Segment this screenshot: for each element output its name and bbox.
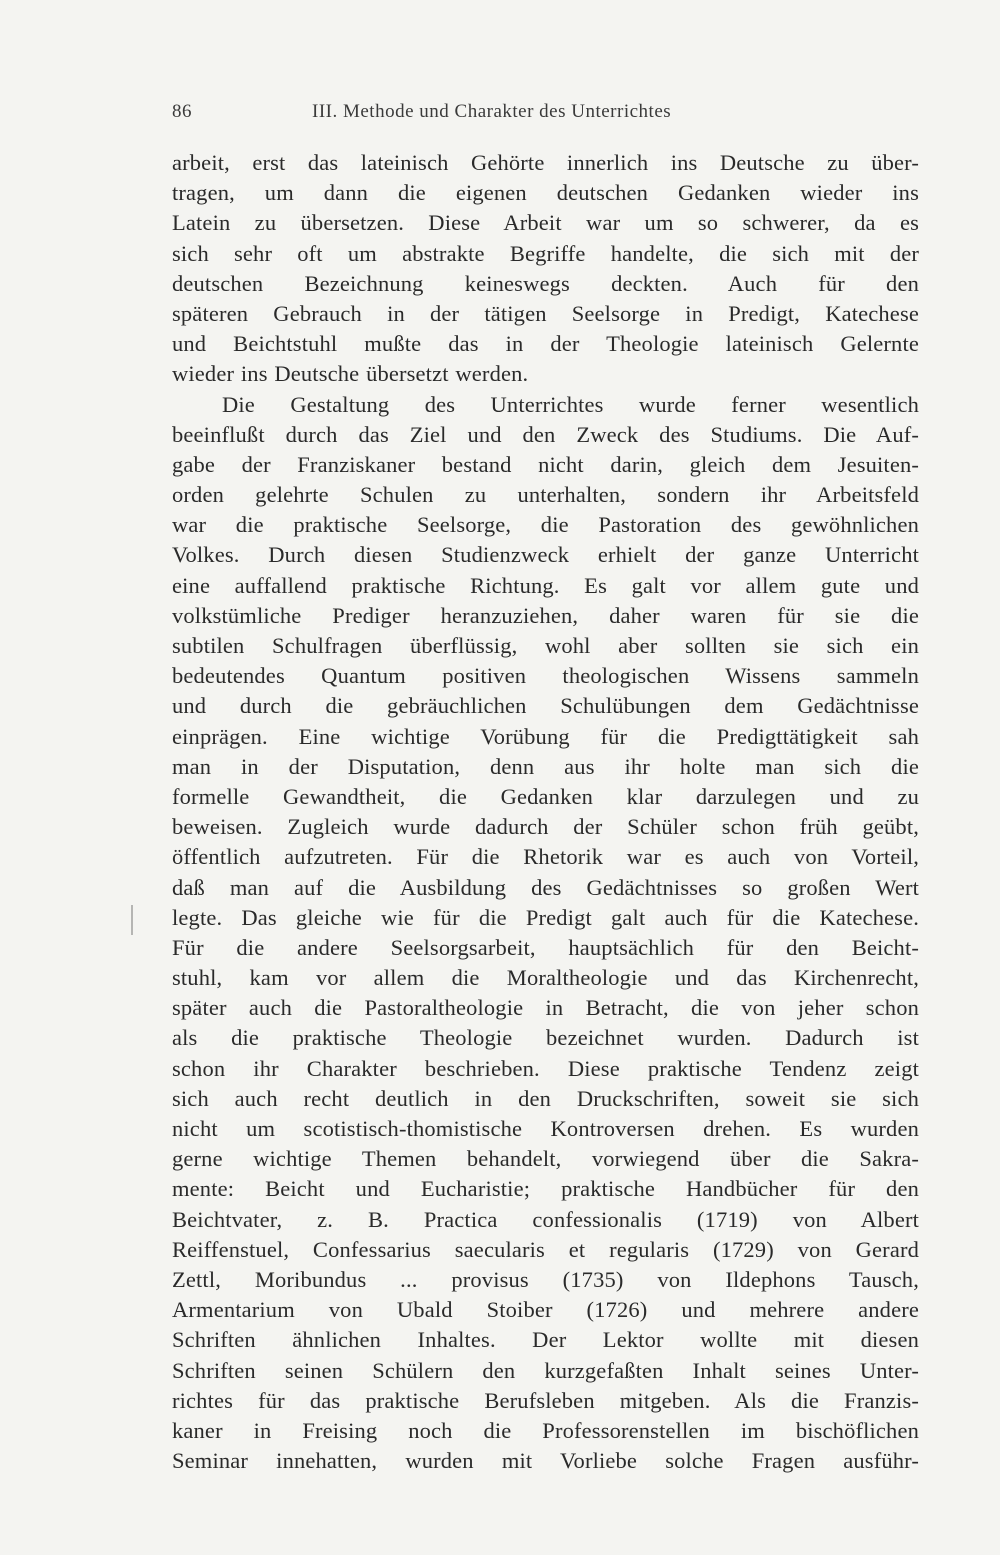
text-line: arbeit, erst das lateinisch Gehörte innerlich ins Deutsche zu über-: [172, 150, 919, 175]
text-line: Seminar innehatten, wurden mit Vorliebe solche Fragen ausführ-: [172, 1448, 919, 1474]
text-line: eine auffallend praktische Richtung. Es galt vor allem gute und: [172, 572, 919, 598]
text-line: daß man auf die Ausbildung des Gedächtnisses so großen Wert: [172, 874, 919, 900]
text-line: deutschen Bezeichnung keineswegs deckten. Auch für den: [172, 270, 919, 296]
text-line: gabe der Franziskaner bestand nicht darin, gleich dem Jesuiten-: [172, 451, 919, 477]
text-line: schon ihr Charakter beschrieben. Diese praktische Tendenz zeigt: [172, 1055, 919, 1081]
paragraph-start-line: Die Gestaltung des Unterrichtes wurde ferner wesentlich: [222, 391, 919, 417]
margin-pencil-mark: [131, 905, 133, 935]
page-number: 86: [172, 101, 192, 122]
running-head: [172, 101, 784, 131]
text-line: gerne wichtige Themen behandelt, vorwiegend über die Sakra-: [172, 1146, 919, 1172]
text-line: nicht um scotistisch-thomistische Kontroversen drehen. Es wurden: [172, 1116, 919, 1141]
text-line: sich sehr oft um abstrakte Begriffe handelte, die sich mit der: [172, 240, 919, 266]
text-line: stuhl, kam vor allem die Moraltheologie und das Kirchenrecht,: [172, 965, 919, 991]
text-line: mente: Beicht und Eucharistie; praktische Handbücher für den: [172, 1176, 919, 1202]
text-line: einprägen. Eine wichtige Vorübung für die Predigttätigkeit sah: [172, 723, 919, 749]
text-line: Schriften ähnlichen Inhaltes. Der Lektor wollte mit diesen: [172, 1327, 919, 1353]
text-line: formelle Gewandtheit, die Gedanken klar darzulegen und zu: [172, 783, 919, 809]
text-line: tragen, um dann die eigenen deutschen Gedanken wieder ins: [172, 180, 919, 206]
text-line: öffentlich aufzutreten. Für die Rhetorik war es auch von Vorteil,: [172, 844, 919, 870]
text-line: Zettl, Moribundus ... provisus (1735) von Ildephons Tausch,: [172, 1266, 919, 1292]
running-title: III. Methode und Charakter des Unterrichtes: [312, 101, 672, 122]
text-line: Reiffenstuel, Confessarius saecularis et regularis (1729) von Gerard: [172, 1236, 919, 1262]
text-line: als die praktische Theologie bezeichnet wurden. Dadurch ist: [172, 1025, 919, 1051]
text-line: orden gelehrte Schulen zu unterhalten, sondern ihr Arbeitsfeld: [172, 482, 919, 508]
text-line: beeinflußt durch das Ziel und den Zweck des Studiums. Die Auf-: [172, 421, 919, 447]
body-text: [172, 148, 919, 1476]
paragraph-end-line: wieder ins Deutsche übersetzt werden.: [172, 361, 529, 387]
text-line: legte. Das gleiche wie für die Predigt galt auch für die Katechese.: [172, 904, 919, 930]
text-line: späteren Gebrauch in der tätigen Seelsorge in Predigt, Katechese: [172, 300, 919, 326]
text-line: war die praktische Seelsorge, die Pastoration des gewöhnlichen: [172, 512, 919, 538]
text-line: volkstümliche Prediger heranzuziehen, daher waren für sie die: [172, 602, 919, 628]
text-line: Beichtvater, z. B. Practica confessionalis (1719) von Albert: [172, 1206, 919, 1232]
text-line: und durch die gebräuchlichen Schulübungen dem Gedächtnisse: [172, 693, 919, 719]
text-line: Armentarium von Ubald Stoiber (1726) und mehrere andere: [172, 1297, 919, 1323]
text-line: Latein zu übersetzen. Diese Arbeit war um so schwerer, da es: [172, 210, 919, 236]
text-line: und Beichtstuhl mußte das in der Theologie lateinisch Gelernte: [172, 331, 919, 357]
text-line: kaner in Freising noch die Professorenstellen im bischöflichen: [172, 1417, 919, 1443]
text-line: richtes für das praktische Berufsleben mitgeben. Als die Franzis-: [172, 1387, 919, 1413]
text-line: sich auch recht deutlich in den Druckschriften, soweit sie sich: [172, 1085, 919, 1111]
text-line: man in der Disputation, denn aus ihr holte man sich die: [172, 753, 919, 779]
text-line: Volkes. Durch diesen Studienzweck erhielt der ganze Unterricht: [172, 542, 919, 568]
text-line: Für die andere Seelsorgsarbeit, hauptsächlich für den Beicht-: [172, 934, 919, 960]
text-line: subtilen Schulfragen überflüssig, wohl aber sollten sie sich ein: [172, 633, 919, 658]
text-line: Schriften seinen Schülern den kurzgefaßten Inhalt seines Unter-: [172, 1357, 919, 1383]
text-line: bedeutendes Quantum positiven theologischen Wissens sammeln: [172, 663, 919, 689]
text-line: später auch die Pastoraltheologie in Betracht, die von jeher schon: [172, 995, 919, 1021]
text-line: beweisen. Zugleich wurde dadurch der Schüler schon früh geübt,: [172, 814, 919, 840]
